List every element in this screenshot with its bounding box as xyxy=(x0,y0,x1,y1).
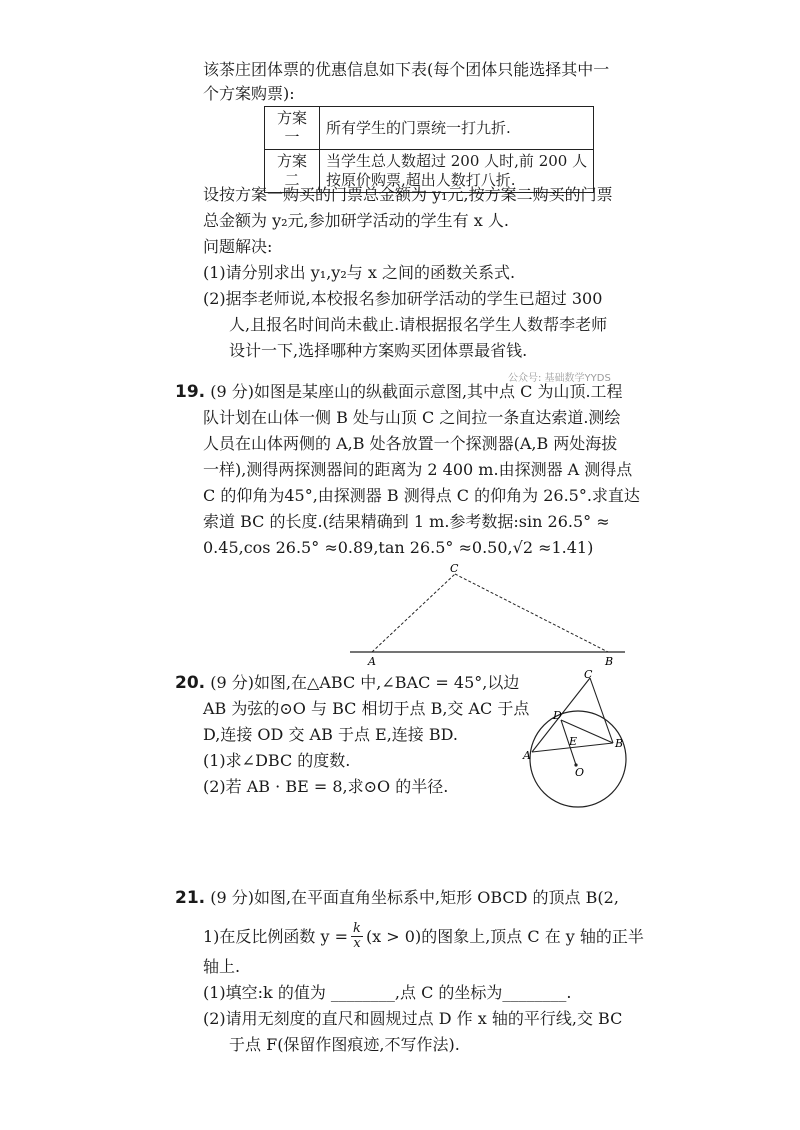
q19-line-5: C 的仰角为45°,由探测器 B 测得点 C 的仰角为 26.5°.求直达 xyxy=(203,486,640,505)
q18-heading: 问题解决: xyxy=(203,237,273,256)
fraction-numerator: k xyxy=(353,921,361,936)
label-e: E xyxy=(569,735,578,748)
question-number: 21. xyxy=(175,888,206,908)
q20-part-1: (1)求∠DBC 的度数. xyxy=(203,751,351,770)
q18-setup-1: 设按方案一购买的门票总金额为 y₁元,按方案二购买的门票 xyxy=(203,185,613,204)
q21-text: (x > 0)的图象上,顶点 C 在 y 轴的正半 xyxy=(365,926,644,946)
plan-desc xyxy=(320,107,594,150)
segment-cb xyxy=(590,678,613,743)
q20-line-1 xyxy=(175,673,519,693)
q19-line-1 xyxy=(175,382,623,402)
q21-text: (9 分)如图,在平面直角坐标系中,矩形 OBCD 的顶点 B(2, xyxy=(210,888,619,907)
q20-text: (9 分)如图,在△ABC 中,∠BAC = 45°,以边 xyxy=(210,673,520,692)
plan-name: 方案二 xyxy=(265,150,320,193)
plan-desc-line: 当学生总人数超过 200 人时,前 200 人 xyxy=(326,152,588,170)
fraction xyxy=(351,922,363,951)
q20-line-2: AB 为弦的⊙O 与 BC 相切于点 B,交 AC 于点 xyxy=(203,699,530,718)
circle-o xyxy=(530,711,626,807)
fraction-denominator: x xyxy=(353,936,361,951)
q21-part-1: (1)填空:k 的值为 ________,点 C 的坐标为________. xyxy=(203,983,572,1002)
label-d: D xyxy=(553,709,562,722)
q19-line-3: 人员在山体两侧的 A,B 处各放置一个探测器(A,B 两处海拔 xyxy=(203,434,618,453)
q19-line-4: 一样),测得两探测器间的距离为 2 400 m.由探测器 A 测得点 xyxy=(203,460,633,479)
q21-text: 1)在反比例函数 y = xyxy=(203,926,349,946)
table-row xyxy=(265,107,594,150)
discount-table xyxy=(264,106,594,193)
question-number: 20. xyxy=(175,673,206,693)
q19-line-2: 队计划在山体一侧 B 处与山顶 C 之间拉一条直达索道.测绘 xyxy=(203,408,621,427)
q18-part-2-line-1: (2)据李老师说,本校报名参加研学活动的学生已超过 300 xyxy=(203,289,603,308)
plan-desc-line: 按原价购票,超出人数打八折. xyxy=(326,171,516,189)
label-o: O xyxy=(575,766,585,779)
label-b: B xyxy=(615,737,624,750)
label-a: A xyxy=(523,749,531,762)
q18-setup-2: 总金额为 y₂元,参加研学活动的学生有 x 人. xyxy=(203,211,509,230)
q20-part-2: (2)若 AB · BE = 8,求⊙O 的半径. xyxy=(203,777,449,796)
plan-desc-line: 所有学生的门票统一打九折. xyxy=(326,118,511,137)
question-number: 19. xyxy=(175,382,206,402)
plan-name: 方案一 xyxy=(265,107,320,150)
intro-line-2: 个方案购票): xyxy=(203,84,295,103)
slope-ac xyxy=(372,574,455,652)
q19-line-6: 索道 BC 的长度.(结果精确到 1 m.参考数据:sin 26.5° ≈ xyxy=(203,512,610,531)
intro-line-1: 该茶庄团体票的优惠信息如下表(每个团体只能选择其中一 xyxy=(203,60,610,79)
q21-part-2-line-2: 于点 F(保留作图痕迹,不写作法). xyxy=(229,1035,460,1054)
q18-part-1: (1)请分别求出 y₁,y₂与 x 之间的函数关系式. xyxy=(203,263,516,282)
q18-part-2-line-2: 人,且报名时间尚未截止.请根据报名学生人数帮李老师 xyxy=(229,315,608,334)
watermark: 公众号: 基础数学YYDS xyxy=(508,373,611,384)
label-c: C xyxy=(584,668,593,681)
slope-bc xyxy=(455,574,608,652)
q19-line-7: 0.45,cos 26.5° ≈0.89,tan 26.5° ≈0.50,√2 ≈1.41) xyxy=(203,538,594,557)
q20-line-3: D,连接 OD 交 AB 于点 E,连接 BD. xyxy=(203,725,458,744)
q21-line-1 xyxy=(175,888,619,908)
label-a: A xyxy=(368,655,376,668)
q21-line-2 xyxy=(203,922,644,951)
label-b: B xyxy=(605,655,614,668)
q18-part-2-line-3: 设计一下,选择哪种方案购买团体票最省钱. xyxy=(229,341,528,360)
q19-text: (9 分)如图是某座山的纵截面示意图,其中点 C 为山顶.工程 xyxy=(210,382,623,401)
mountain-figure xyxy=(340,560,630,670)
circle-figure xyxy=(520,668,635,813)
label-c: C xyxy=(450,562,459,575)
q21-line-3: 轴上. xyxy=(203,957,241,976)
q21-part-2-line-1: (2)请用无刻度的直尺和圆规过点 D 作 x 轴的平行线,交 BC xyxy=(203,1009,623,1028)
